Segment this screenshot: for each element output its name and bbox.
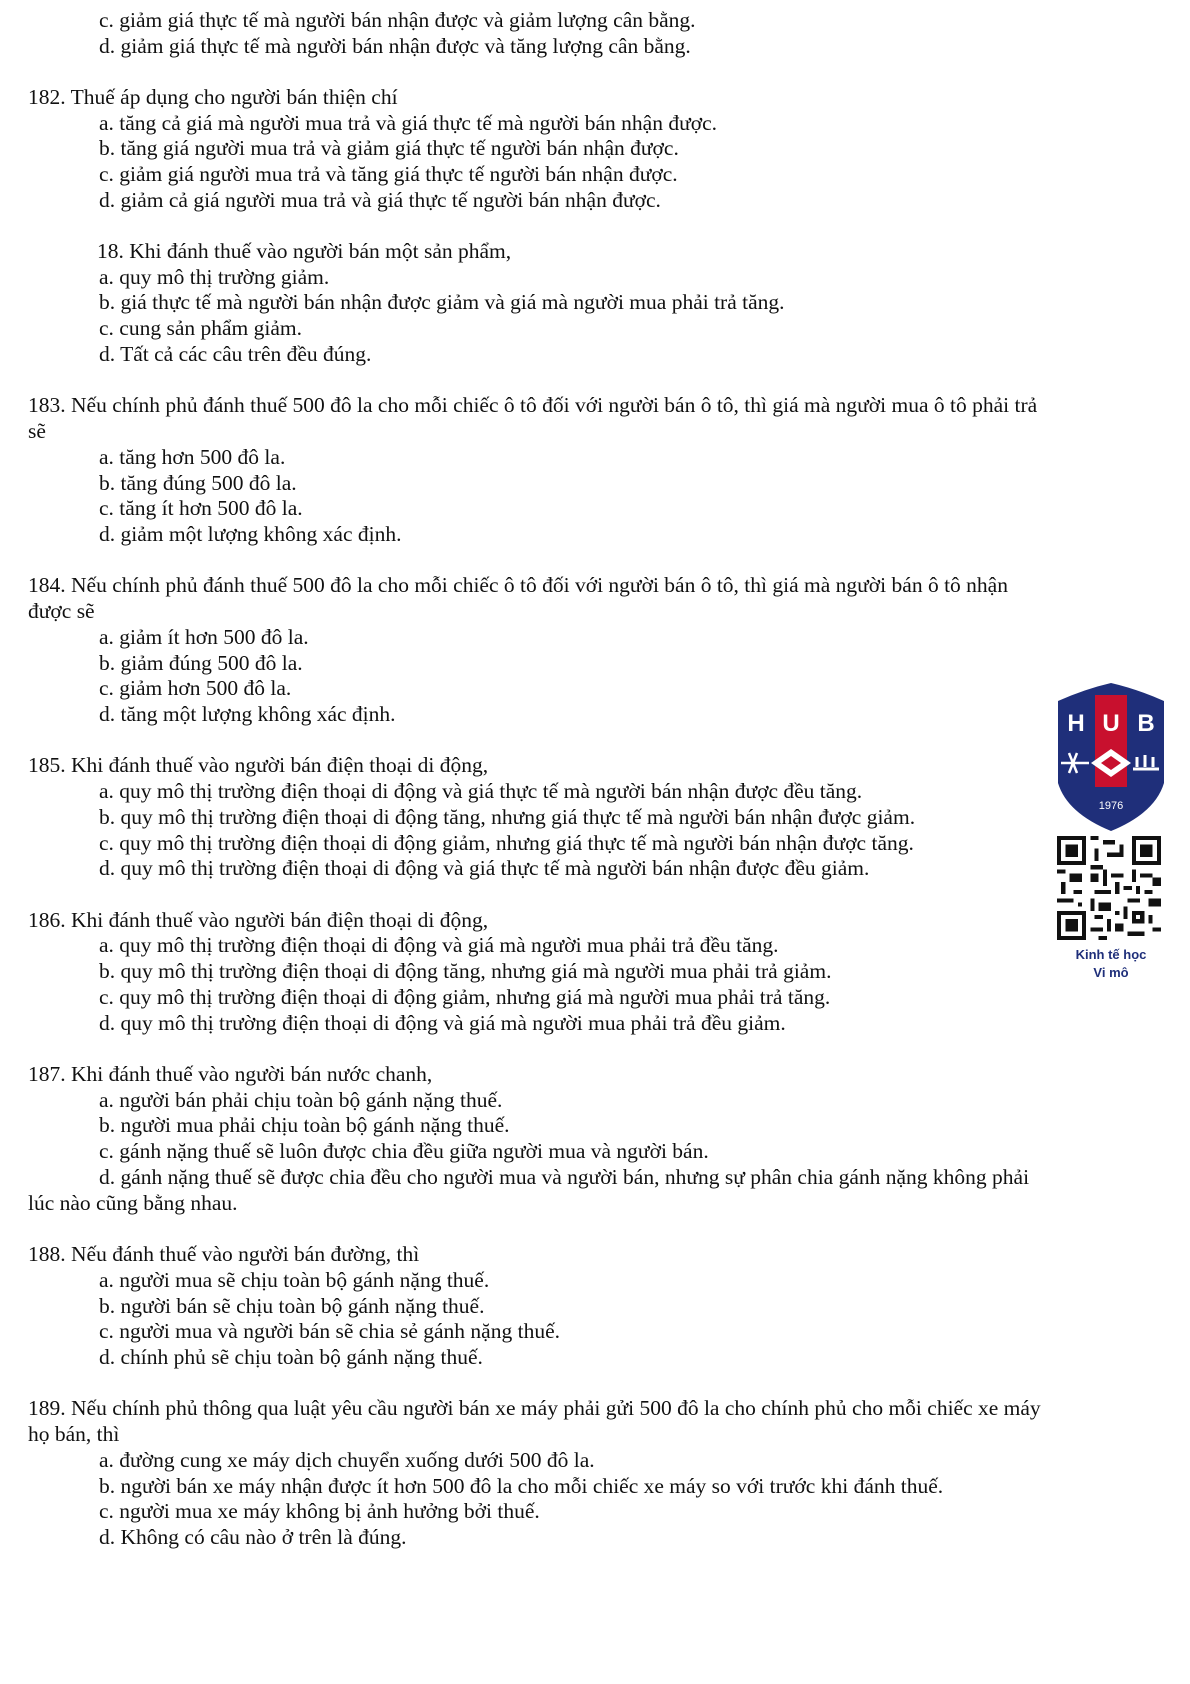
badge-caption-line-2: Vi mô: [1093, 965, 1129, 980]
option-c: c. người mua xe máy không bị ảnh hưởng bởi thuế.: [99, 1499, 540, 1523]
option-d: d. Tất cả các câu trên đều đúng.: [99, 342, 372, 366]
option-c: c. giảm giá người mua trả và tăng giá thực tế người bán nhận được.: [99, 162, 678, 186]
option-a: a. tăng cả giá mà người mua trả và giá thực tế mà người bán nhận được.: [99, 111, 718, 135]
option-c: c. tăng ít hơn 500 đô la.: [99, 496, 303, 520]
question-187-stem: 187. Khi đánh thuế vào người bán nước chanh,: [28, 1062, 433, 1086]
option-a: a. quy mô thị trường điện thoại di động và giá mà người mua phải trả đều tăng.: [99, 933, 779, 957]
option-a: a. người bán phải chịu toàn bộ gánh nặng thuế.: [99, 1088, 503, 1112]
option-d-continued: lúc nào cũng bằng nhau.: [28, 1191, 238, 1215]
question-188-stem: 188. Nếu đánh thuế vào người bán đường, thì: [28, 1242, 420, 1266]
question-18-stem: 18. Khi đánh thuế vào người bán một sản phẩm,: [97, 239, 512, 263]
option-b: b. người bán sẽ chịu toàn bộ gánh nặng thuế.: [99, 1294, 485, 1318]
question-189-stem: 189. Nếu chính phủ thông qua luật yêu cầu người bán xe máy phải gửi 500 đô la cho chính phủ cho mỗi chiếc xe máy: [28, 1396, 1041, 1420]
option-d: d. giảm cả giá người mua trả và giá thực tế người bán nhận được.: [99, 188, 661, 212]
hub-logo-shield: [1055, 683, 1167, 831]
option-b: b. người bán xe máy nhận được ít hơn 500 đô la cho mỗi chiếc xe máy so với trước khi đánh thuế.: [99, 1474, 944, 1498]
logo-letter-b: B: [1137, 710, 1155, 737]
option-b: b. giảm đúng 500 đô la.: [99, 651, 303, 675]
option-a: a. tăng hơn 500 đô la.: [99, 445, 286, 469]
option-d: d. quy mô thị trường điện thoại di động và giá mà người mua phải trả đều giảm.: [99, 1011, 786, 1035]
option-b: b. quy mô thị trường điện thoại di động tăng, nhưng giá mà người mua phải trả giảm.: [99, 959, 832, 983]
option-d: d. Không có câu nào ở trên là đúng.: [99, 1525, 407, 1549]
logo-letter-h: H: [1067, 710, 1085, 737]
hub-badge: [1055, 683, 1167, 983]
option-d: d. giảm giá thực tế mà người bán nhận được và tăng lượng cân bằng.: [99, 34, 691, 58]
option-a: a. người mua sẽ chịu toàn bộ gánh nặng thuế.: [99, 1268, 490, 1292]
option-c: c. giảm hơn 500 đô la.: [99, 676, 292, 700]
logo-letter-u: U: [1102, 710, 1120, 737]
option-c: c. quy mô thị trường điện thoại di động giảm, nhưng giá mà người mua phải trả tăng.: [99, 985, 831, 1009]
option-d: d. giảm một lượng không xác định.: [99, 522, 402, 546]
option-d: d. quy mô thị trường điện thoại di động và giá thực tế mà người bán nhận được đều giảm.: [99, 856, 870, 880]
badge-caption-line-1: Kinh tế học: [1075, 947, 1147, 962]
option-c: c. gánh nặng thuế sẽ luôn được chia đều giữa người mua và người bán.: [99, 1139, 709, 1163]
qr-code-icon: [1057, 836, 1161, 940]
option-b: b. quy mô thị trường điện thoại di động tăng, nhưng giá thực tế mà người bán nhận được giảm.: [99, 805, 916, 829]
question-189-stem-continued: họ bán, thì: [28, 1422, 120, 1446]
question-183-stem-continued: sẽ: [28, 419, 46, 443]
option-c: c. người mua và người bán sẽ chia sẻ gánh nặng thuế.: [99, 1319, 560, 1343]
option-d: d. tăng một lượng không xác định.: [99, 702, 396, 726]
option-a: a. quy mô thị trường giảm.: [99, 265, 330, 289]
option-c: c. cung sản phẩm giảm.: [99, 316, 303, 340]
option-b: b. tăng đúng 500 đô la.: [99, 471, 297, 495]
logo-year: 1976: [1098, 800, 1124, 812]
option-b: b. tăng giá người mua trả và giảm giá thực tế người bán nhận được.: [99, 136, 679, 160]
option-a: a. quy mô thị trường điện thoại di động và giá thực tế mà người bán nhận được đều tăng.: [99, 779, 863, 803]
option-c: c. giảm giá thực tế mà người bán nhận được và giảm lượng cân bằng.: [99, 8, 696, 32]
option-d: d. chính phủ sẽ chịu toàn bộ gánh nặng thuế.: [99, 1345, 483, 1369]
question-183-stem: 183. Nếu chính phủ đánh thuế 500 đô la cho mỗi chiếc ô tô đối với người bán ô tô, thì giá mà người mua ô tô phải trả: [28, 393, 1038, 417]
question-186-stem: 186. Khi đánh thuế vào người bán điện thoại di động,: [28, 908, 489, 932]
option-d: d. gánh nặng thuế sẽ được chia đều cho người mua và người bán, nhưng sự phân chia gánh nặng không phải: [99, 1165, 1030, 1189]
option-b: b. người mua phải chịu toàn bộ gánh nặng thuế.: [99, 1113, 510, 1137]
question-184-stem-continued: được sẽ: [28, 599, 95, 623]
option-a: a. đường cung xe máy dịch chuyển xuống dưới 500 đô la.: [99, 1448, 595, 1472]
question-185-stem: 185. Khi đánh thuế vào người bán điện thoại di động,: [28, 753, 489, 777]
option-c: c. quy mô thị trường điện thoại di động giảm, nhưng giá thực tế mà người bán nhận được tăng.: [99, 831, 914, 855]
option-b: b. giá thực tế mà người bán nhận được giảm và giá mà người mua phải trả tăng.: [99, 290, 785, 314]
question-182-stem: 182. Thuế áp dụng cho người bán thiện chí: [28, 85, 398, 109]
question-184-stem: 184. Nếu chính phủ đánh thuế 500 đô la cho mỗi chiếc ô tô đối với người bán ô tô, thì giá mà người bán ô tô nhận: [28, 573, 1008, 597]
option-a: a. giảm ít hơn 500 đô la.: [99, 625, 309, 649]
